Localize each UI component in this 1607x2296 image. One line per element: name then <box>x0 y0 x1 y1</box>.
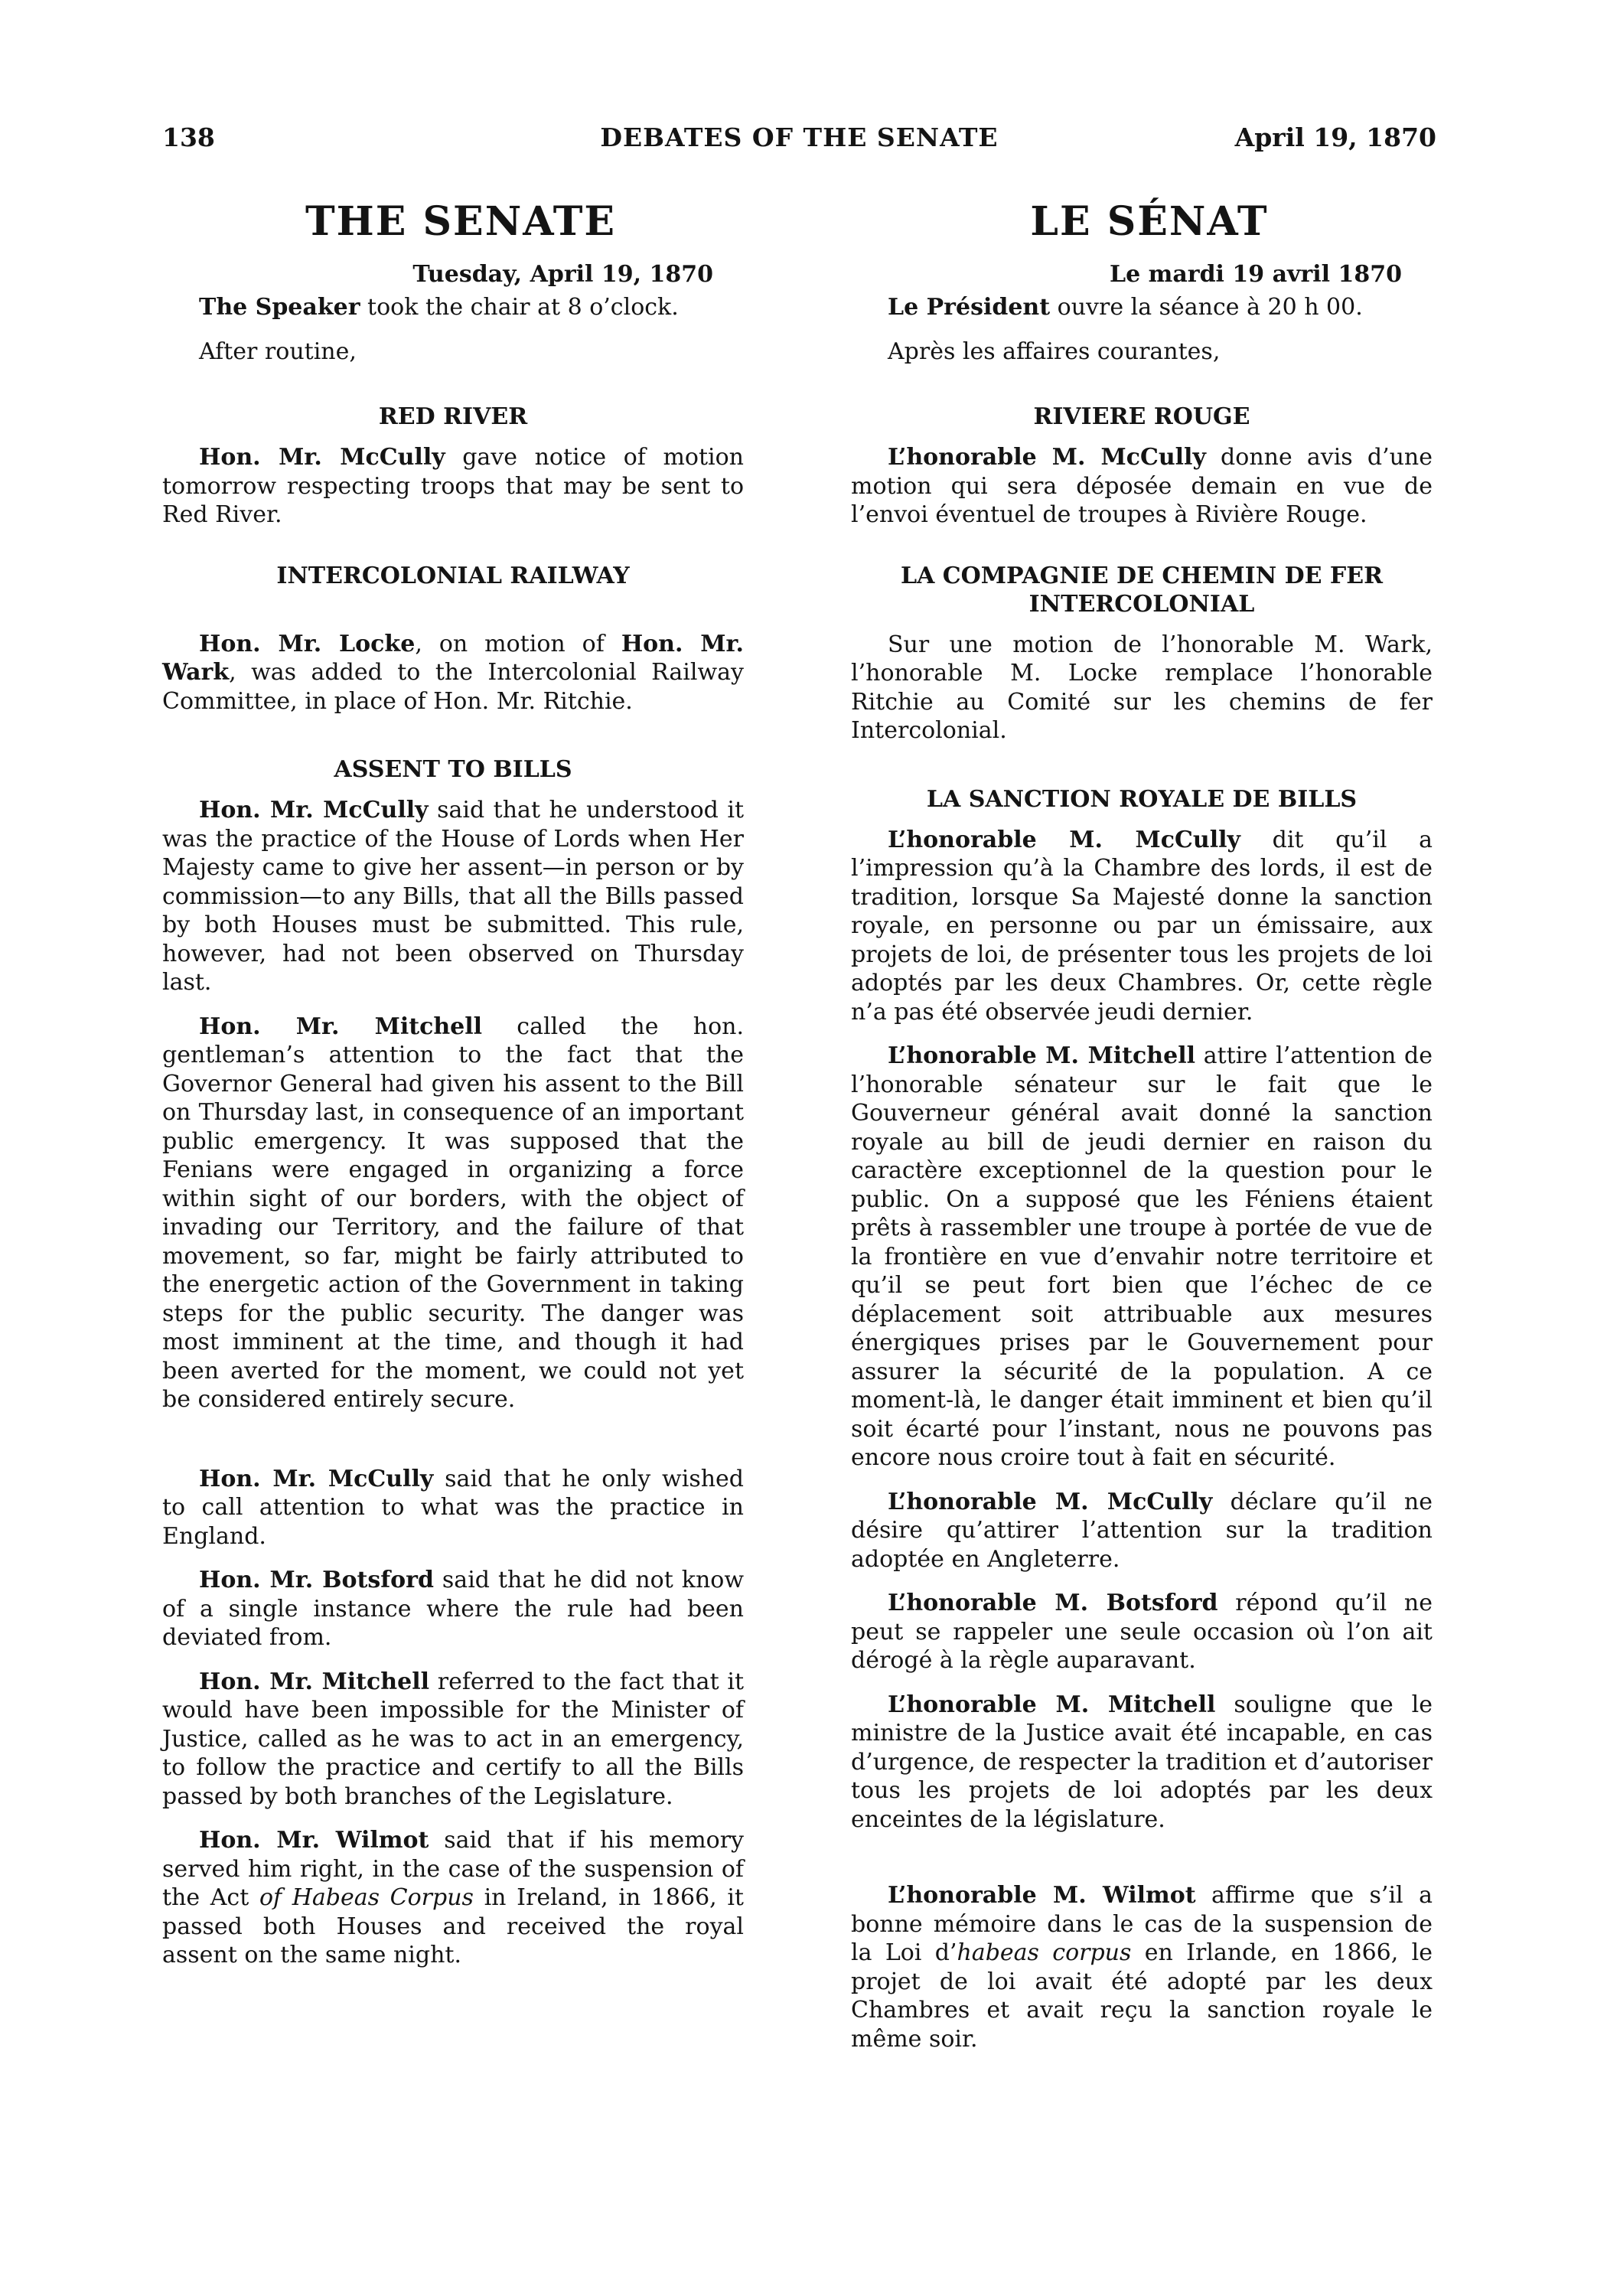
paragraph-mitchell-fr <box>851 1042 1433 1473</box>
paragraph-mccully2-en <box>162 1465 744 1551</box>
paragraph-wilmot-fr <box>851 1881 1433 2053</box>
speech-text: ouvre la séance à 20 h 00. <box>1050 294 1363 321</box>
heading-riviere-rouge: RIVIERE ROUGE <box>1033 403 1250 430</box>
speech-text: , was added to the Intercolonial Railway Committee, in place of Hon. Mr. Ritchie. <box>162 659 744 715</box>
speaker-name: Hon. Mr. Mitchell <box>199 1013 483 1040</box>
chamber-title-fr: LE SÉNAT <box>1030 198 1269 245</box>
speech-text: attire l’attention de l’honorable sénateur sur le fait que le Gouverneur général avait donné la sanction royale au bill de jeudi dernier en raison du caractère exceptionnel de la question pour le public. On a supposé que les Féniens étaient prêts à rassembler une troupe à portée de vue de la frontière en vue d’envahir notre territoire et qu’il se peut fort bien que l’échec de ce déplacement soit attribuable aux mesures énergiques prises par le Gouvernement pour assurer la sécurité de la population. A ce moment-là, le danger était imminent et bien qu’il soit écarté pour l’instant, nous ne pouvons pas encore nous croire tout à fait en sécurité. <box>851 1042 1433 1471</box>
speech-text: , on motion of <box>415 630 621 657</box>
italic-text: habeas corpus <box>957 1939 1132 1966</box>
speaker-name: L’honorable M. Mitchell <box>888 1691 1216 1718</box>
speaker-name: Hon. Mr. McCully <box>199 797 429 823</box>
heading-line: LA COMPAGNIE DE CHEMIN DE FER <box>900 562 1383 589</box>
opening-fr <box>851 293 1433 322</box>
routine-fr: Après les affaires courantes, <box>888 338 1221 365</box>
speech-text: took the chair at 8 o’clock. <box>360 294 679 321</box>
heading-line: INTERCOLONIAL <box>1028 590 1255 618</box>
speech-text: said that if his memory served him right, in the case of the suspension of the Act <box>162 1827 744 1911</box>
speech-text: in Ireland, in 1866, it passed both Houses and received the royal assent on the same night. <box>162 1884 744 1968</box>
speech-text: souligne que le ministre de la Justice avait été incapable, en cas d’urgence, de respecter la tradition et d’autoriser tous les projets de loi adoptés par les deux enceintes de la législature. <box>851 1691 1433 1833</box>
speaker-name: L’honorable M. McCully <box>888 444 1206 471</box>
speech-text: donne avis d’une motion qui sera déposée demain en vue de l’envoi éventuel de troupes à Rivière Rouge. <box>851 444 1433 528</box>
speech-text: said that he did not know of a single instance where the rule had been deviated from. <box>162 1567 745 1651</box>
chamber-title-en: THE SENATE <box>305 198 617 245</box>
journal-title: DEBATES OF THE SENATE <box>600 122 999 152</box>
paragraph-botsford-fr <box>851 1589 1433 1675</box>
heading-sanction-royale: LA SANCTION ROYALE DE BILLS <box>926 785 1358 813</box>
heading-assent-to-bills: ASSENT TO BILLS <box>334 756 572 783</box>
paragraph-mccully-fr <box>851 826 1433 1027</box>
page-number: 138 <box>162 122 215 152</box>
speaker-name: Hon. Mr. Wilmot <box>199 1827 429 1854</box>
english-column <box>162 195 744 1970</box>
sitting-date-fr: Le mardi 19 avril 1870 <box>1109 261 1402 288</box>
speech-text: répond qu’il ne peut se rappeler une seule occasion où l’on ait dérogé à la règle auparavant. <box>851 1590 1433 1674</box>
paragraph-red-river-en <box>162 443 744 530</box>
sitting-date-en: Tuesday, April 19, 1870 <box>412 261 713 288</box>
paragraph-railway-fr: Sur une motion de l’honorable M. Wark, l’honorable M. Locke remplace l’honorable Ritchie au Comité sur les chemins de fer Intercolonial. <box>851 631 1433 744</box>
speech-text: affirme que s’il a bonne mémoire dans le cas de la suspension de la Loi d’ <box>851 1882 1433 1966</box>
paragraph-railway-en <box>162 630 744 716</box>
speaker-name: Hon. Mr. Locke <box>199 630 416 657</box>
paragraph-wilmot-en <box>162 1826 744 1970</box>
speaker-name: L’honorable M. Mitchell <box>888 1042 1195 1069</box>
opening-en <box>162 293 744 322</box>
speaker-name: Hon. Mr. Wark <box>162 630 744 686</box>
header-date: April 19, 1870 <box>1234 122 1436 152</box>
paragraph-red-river-fr <box>851 443 1433 530</box>
speaker-name: The Speaker <box>199 294 360 321</box>
paragraph-mitchell-en <box>162 1013 744 1414</box>
paragraph-mitchell2-fr <box>851 1691 1433 1835</box>
speaker-name: Le Président <box>888 294 1051 321</box>
paragraph-mccully-en <box>162 796 744 997</box>
heading-red-river: RED RIVER <box>378 403 528 430</box>
paragraph-botsford-en <box>162 1566 744 1652</box>
speech-text: gave notice of motion tomorrow respecting troops that may be sent to Red River. <box>162 444 745 528</box>
speaker-name: L’honorable M. Botsford <box>888 1590 1218 1616</box>
speaker-name: L’honorable M. McCully <box>888 1488 1213 1515</box>
heading-compagnie-chemin-de-fer <box>851 562 1433 618</box>
speech-text: déclare qu’il ne désire qu’attirer l’attention sur la tradition adoptée en Angleterre. <box>851 1488 1433 1573</box>
speaker-name: L’honorable M. Wilmot <box>888 1882 1196 1909</box>
speech-text: dit qu’il a l’impression qu’à la Chambre des lords, il est de tradition, lorsque Sa Majesté donne la sanction royale, en personne ou par un émissaire, aux projets de loi, de présenter tous les projets de loi adoptés par les deux Chambres. Or, cette règle n’a pas été observée jeudi dernier. <box>851 826 1433 1026</box>
running-head <box>162 122 1436 161</box>
speaker-name: Hon. Mr. McCully <box>199 444 445 471</box>
speech-text: called the hon. gentleman’s attention to the fact that the Governor General had given his assent to the Bill on Thursday last, in consequence of an important public emergency. It was supposed that the Fenians were engaged in organizing a force within sight of our borders, with the object of invading our Territory, and the failure of that movement, so far, might be fairly attributed to the energetic action of the Government in taking steps for the public security. The danger was most imminent at the time, and though it had been averted for the moment, we could not yet be considered entirely secure. <box>162 1013 744 1413</box>
speaker-name: Hon. Mr. Mitchell <box>199 1668 429 1695</box>
speech-text: referred to the fact that it would have been impossible for the Minister of Justice, called as he was to act in an emergency, to follow the practice and certify to all the Bills passed by both branches of the Legislature. <box>162 1668 744 1810</box>
italic-text: of Habeas Corpus <box>259 1884 474 1911</box>
paragraph-mitchell2-en <box>162 1668 744 1812</box>
speaker-name: L’honorable M. McCully <box>888 826 1240 853</box>
speech-text: said that he only wished to call attention to what was the practice in England. <box>162 1465 745 1550</box>
paragraph-mccully2-fr <box>851 1488 1433 1574</box>
french-column <box>851 195 1433 2053</box>
speech-text: en Irlande, en 1866, le projet de loi avait été adopté par les deux Chambres et avait reçu la sanction royale le même soir. <box>851 1939 1433 2053</box>
speaker-name: Hon. Mr. McCully <box>199 1465 434 1492</box>
speech-text: said that he understood it was the practice of the House of Lords when Her Majesty came to give her assent—in person or by commission—to any Bills, that all the Bills passed by both Houses must be submitted. This rule, however, had not been observed on Thursday last. <box>162 797 744 996</box>
heading-intercolonial-railway: INTERCOLONIAL RAILWAY <box>276 562 630 589</box>
routine-en: After routine, <box>199 338 357 365</box>
speaker-name: Hon. Mr. Botsford <box>199 1567 434 1593</box>
